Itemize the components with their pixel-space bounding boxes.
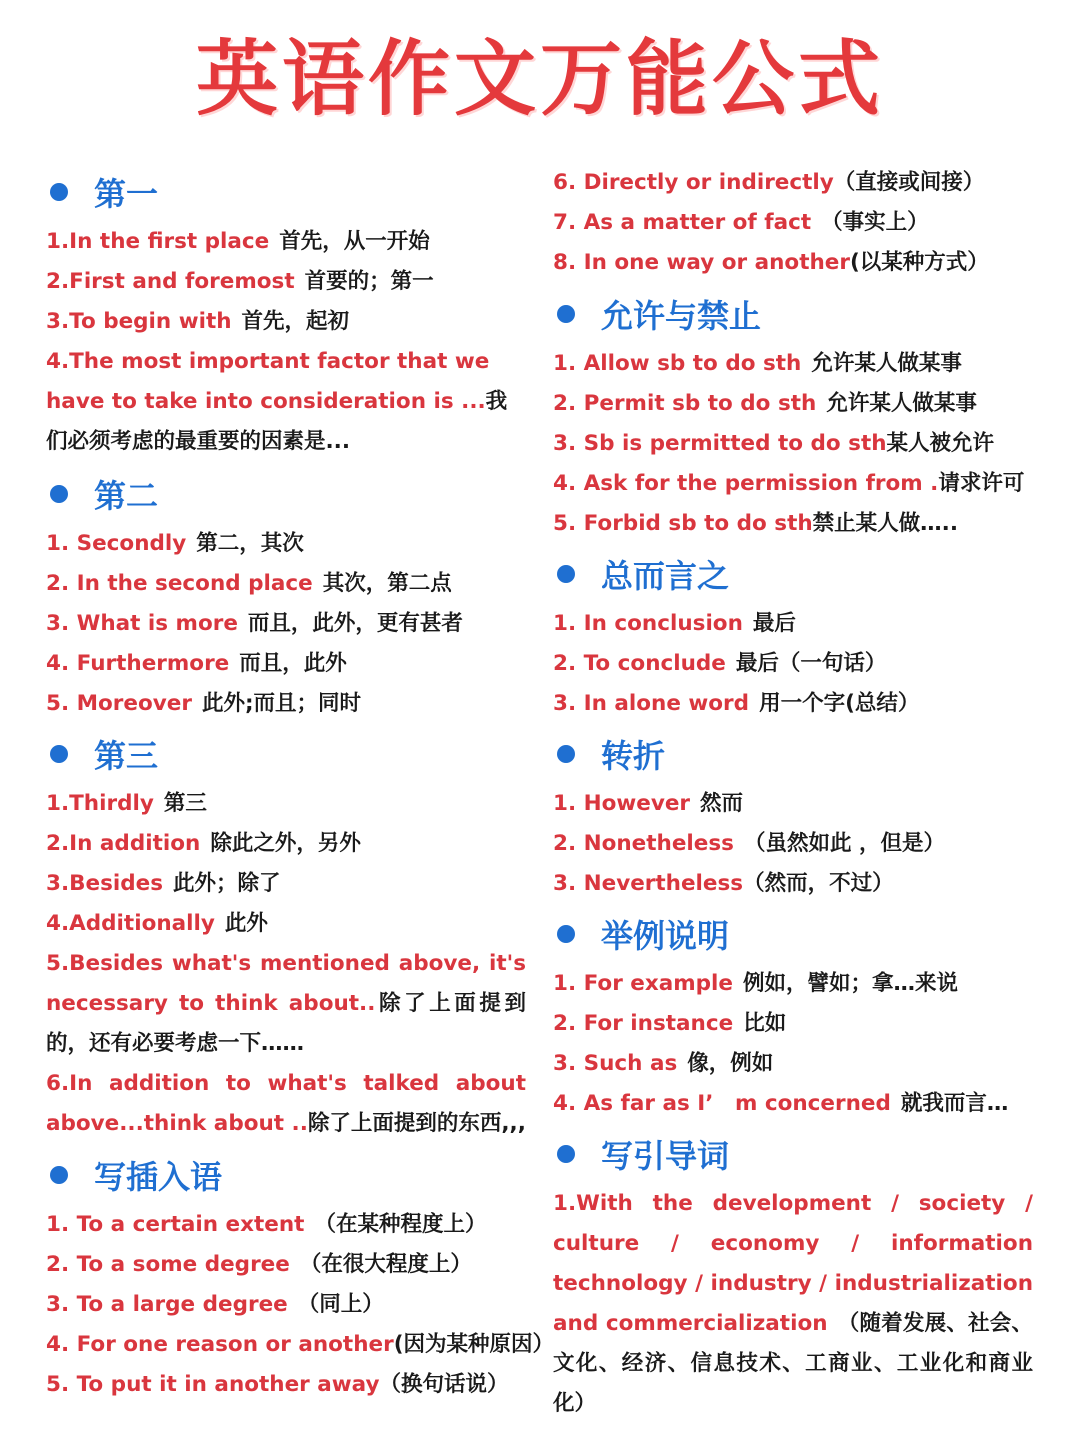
list-item <box>46 1245 546 1285</box>
list-item <box>553 464 1043 504</box>
english-phrase: 4. As far as I’ m concerned <box>553 1091 891 1116</box>
list-item <box>553 684 1043 724</box>
chinese-meaning: 禁止某人做….. <box>812 511 959 536</box>
chinese-meaning: 最后（一句话） <box>735 651 887 676</box>
english-phrase: 1. However <box>553 791 691 816</box>
heading-text: 举例说明 <box>601 917 730 955</box>
heading-text: 写引导词 <box>601 1137 730 1175</box>
list-item <box>46 524 546 564</box>
list-item <box>46 824 546 864</box>
list-item <box>46 944 526 1064</box>
bullet-icon <box>557 745 575 763</box>
section-heading <box>553 914 1043 954</box>
chinese-meaning: 其次，第二点 <box>322 571 452 596</box>
page-title: 英语作文万能公式 <box>195 32 884 127</box>
chinese-meaning: （换句话说） <box>379 1372 509 1397</box>
chinese-meaning: 用一个字(总结） <box>759 691 920 716</box>
english-phrase: 2. To conclude <box>553 651 726 676</box>
english-phrase: 3. Nevertheless <box>553 871 744 896</box>
section-insert <box>46 1155 555 1405</box>
chinese-meaning: 比如 <box>743 1011 787 1036</box>
english-phrase: 4.Additionally <box>46 911 215 936</box>
english-phrase: 1. Secondly <box>46 531 187 556</box>
section-heading <box>553 734 1043 774</box>
heading-text: 总而言之 <box>601 557 730 595</box>
chinese-meaning: 某人被允许 <box>886 431 995 456</box>
list-item <box>553 604 1043 644</box>
list-item <box>46 1325 555 1365</box>
chinese-meaning: （直接或间接） <box>833 170 985 195</box>
section-summary <box>553 554 1043 724</box>
heading-text: 第一 <box>94 175 159 213</box>
chinese-meaning: （同上） <box>297 1292 384 1317</box>
section-heading <box>553 554 1043 594</box>
english-phrase: 2. In the second place <box>46 571 313 596</box>
chinese-meaning: 允许某人做某事 <box>826 391 977 416</box>
english-phrase: 3. To a large degree <box>46 1292 288 1317</box>
english-phrase: 2.First and foremost <box>46 269 295 294</box>
english-phrase: 2. To a some degree <box>46 1252 290 1277</box>
english-phrase: 4. Furthermore <box>46 651 230 676</box>
list-item <box>46 1365 546 1405</box>
chinese-meaning: 首要的；第一 <box>304 269 434 294</box>
bullet-icon <box>557 305 575 323</box>
english-phrase: 7. As a matter of fact <box>553 210 812 235</box>
chinese-meaning: （虽然如此 ，但是） <box>743 831 945 856</box>
english-phrase: 1.Thirdly <box>46 791 154 816</box>
chinese-meaning: 最后 <box>752 611 796 636</box>
section-example <box>553 914 1043 1124</box>
list-item <box>553 964 1043 1004</box>
english-phrase: 3.To begin with <box>46 309 232 334</box>
heading-text: 第二 <box>94 477 159 515</box>
chinese-meaning: 而且，此外，更有甚者 <box>247 611 463 636</box>
list-item <box>46 784 546 824</box>
section-heading <box>46 474 546 514</box>
heading-text: 写插入语 <box>94 1158 223 1196</box>
section-turn <box>553 734 1043 904</box>
bullet-icon <box>50 1166 68 1184</box>
list-item <box>553 1184 1033 1424</box>
list-item <box>553 504 1043 544</box>
list-item <box>46 564 546 604</box>
list-item <box>46 904 546 944</box>
chinese-meaning: 此外;而且；同时 <box>201 691 362 716</box>
chinese-meaning: （事实上） <box>821 210 929 235</box>
chinese-meaning: (以某种方式） <box>849 250 989 275</box>
english-phrase: 1.In the first place <box>46 229 270 254</box>
chinese-meaning: 除了上面提到的东西,,, <box>307 1111 526 1136</box>
list-item <box>553 384 1043 424</box>
list-item <box>553 203 1043 243</box>
english-phrase: 5. Forbid sb to do sth <box>553 511 813 536</box>
english-phrase: 5. To put it in another away <box>46 1372 380 1397</box>
chinese-meaning: （随着发展、社会、文化、经济、信息技术、工商业、工业化和商业化） <box>553 1311 1033 1416</box>
list-item <box>46 222 546 262</box>
heading-text: 第三 <box>94 737 159 775</box>
chinese-meaning: 第三 <box>163 791 207 816</box>
section-heading <box>553 294 1043 334</box>
english-phrase: 5. Moreover <box>46 691 192 716</box>
english-phrase: 1. In conclusion <box>553 611 743 636</box>
chinese-meaning: 除了上面提到的，还有必要考虑一下…… <box>46 991 526 1056</box>
list-item <box>46 684 546 724</box>
section-third <box>46 734 546 1144</box>
chinese-meaning: （然而，不过） <box>743 871 894 896</box>
list-item <box>46 1285 546 1325</box>
bullet-icon <box>50 183 68 201</box>
list-item <box>553 1044 1043 1084</box>
english-phrase: 2.In addition <box>46 831 201 856</box>
chinese-meaning: 我们必须考虑的最重要的因素是... <box>46 389 508 454</box>
list-item <box>46 342 526 462</box>
chinese-meaning: （在某种程度上） <box>314 1212 487 1237</box>
list-item <box>553 864 1043 904</box>
bullet-icon <box>50 485 68 503</box>
section-permit <box>553 294 1043 544</box>
list-item <box>46 604 546 644</box>
list-item <box>553 1004 1043 1044</box>
english-phrase: 4.The most important factor that we have to take into consideration is ... <box>46 349 490 414</box>
chinese-meaning: (因为某种原因） <box>393 1332 555 1357</box>
english-phrase: 3. In alone word <box>553 691 750 716</box>
english-phrase: 1. To a certain extent <box>46 1212 305 1237</box>
english-phrase: 1. For example <box>553 971 733 996</box>
english-phrase: 6. Directly or indirectly <box>553 170 834 195</box>
chinese-meaning: 请求许可 <box>938 471 1025 496</box>
bullet-icon <box>557 925 575 943</box>
section-heading <box>46 172 546 212</box>
list-item <box>46 644 546 684</box>
bullet-icon <box>50 745 68 763</box>
heading-text: 允许与禁止 <box>601 297 762 335</box>
chinese-meaning: 第二，其次 <box>196 531 304 556</box>
chinese-meaning: 而且，此外 <box>239 651 347 676</box>
chinese-meaning: 此外 <box>224 911 268 936</box>
english-phrase: 1.With the development / society / culture / economy / information technology / industry / industrialization and commercialization <box>553 1191 1033 1336</box>
list-item <box>553 163 1043 203</box>
list-item <box>553 784 1043 824</box>
bullet-icon <box>557 1145 575 1163</box>
list-item <box>46 302 546 342</box>
chinese-meaning: 首先，起初 <box>241 309 350 334</box>
section-insert-continued <box>553 163 1043 283</box>
english-phrase: 3. Such as <box>553 1051 678 1076</box>
list-item <box>553 824 1043 864</box>
section-second <box>46 474 546 724</box>
english-phrase: 2. Permit sb to do sth <box>553 391 817 416</box>
english-phrase: 5.Besides what's mentioned above, it's necessary to think about.. <box>46 951 526 1016</box>
english-phrase: 2. Nonetheless <box>553 831 734 856</box>
chinese-meaning: 就我而言… <box>900 1091 1009 1116</box>
english-phrase: 3.Besides <box>46 871 164 896</box>
english-phrase: 6.In addition to what's talked about above...think about .. <box>46 1071 526 1136</box>
chinese-meaning: 除此之外，另外 <box>210 831 361 856</box>
chinese-meaning: （在很大程度上） <box>299 1252 472 1277</box>
chinese-meaning: 此外；除了 <box>173 871 281 896</box>
chinese-meaning: 首先，从一开始 <box>279 229 430 254</box>
list-item <box>46 1064 526 1144</box>
english-phrase: 2. For instance <box>553 1011 734 1036</box>
list-item <box>46 262 546 302</box>
heading-text: 转折 <box>601 737 666 775</box>
section-heading <box>553 1134 1043 1174</box>
english-phrase: 3. Sb is permitted to do sth <box>553 431 887 456</box>
english-phrase: 8. In one way or another <box>553 250 850 275</box>
section-heading <box>46 734 546 774</box>
section-first <box>46 172 546 462</box>
list-item <box>553 424 1043 464</box>
english-phrase: 4. For one reason or another <box>46 1332 394 1357</box>
list-item <box>553 344 1043 384</box>
chinese-meaning: 例如，譬如；拿…来说 <box>743 971 959 996</box>
section-intro <box>553 1134 1043 1424</box>
bullet-icon <box>557 565 575 583</box>
list-item <box>46 1205 546 1245</box>
chinese-meaning: 然而 <box>700 791 744 816</box>
chinese-meaning: 允许某人做某事 <box>811 351 962 376</box>
chinese-meaning: 像，例如 <box>687 1051 774 1076</box>
list-item <box>46 864 546 904</box>
english-phrase: 1. Allow sb to do sth <box>553 351 802 376</box>
section-heading <box>46 1155 546 1195</box>
list-item <box>553 1084 1043 1124</box>
list-item <box>553 243 1043 283</box>
english-phrase: 3. What is more <box>46 611 238 636</box>
list-item <box>553 644 1043 684</box>
english-phrase: 4. Ask for the permission from . <box>553 471 939 496</box>
